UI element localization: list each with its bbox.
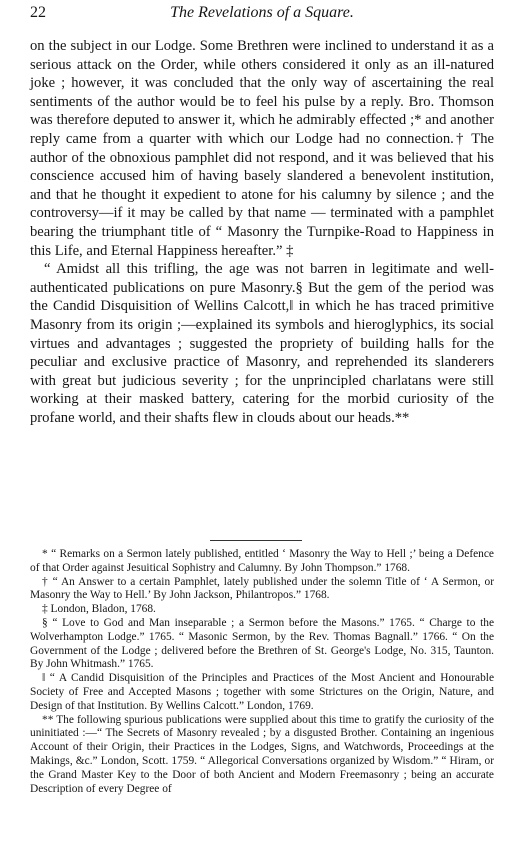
- running-title: The Revelations of a Square.: [170, 4, 354, 21]
- paragraph-quotation: “ Amidst all this trifling, the age was not barren in legitimate and well-authenticated publications on pure Masonry.§ But the gem of the period was the Candid Disquisition of Wellins Calcott,‖ in which he has traced primitive Masonry from its origin ;—explained its symbols and hieroglyphics, its social virtues and advantages ; suggested the propriety of building halls for the peculiar and exclusive practice of Masonry, and reprehended its slanderers with great but judicious severity ; for the unprincipled charlatans were still working at their masked battery, catering for the morbid curiosity of the profane world, and their shafts flew in clouds about our heads.**: [30, 261, 494, 426]
- footnote-separator: [210, 540, 302, 541]
- page-header: [30, 4, 494, 26]
- page-number: 22: [30, 4, 46, 21]
- footnote-double-dagger: ‡ London, Bladon, 1768.: [42, 603, 156, 616]
- footnotes: [30, 548, 494, 796]
- footnote-asterisk: * “ Remarks on a Sermon lately published, entitled ‘ Masonry the Way to Hell ;’ being a Defence of that Order against Jesuitical Sophistry and Calumny. By John Thompson.” 1768.: [30, 548, 494, 574]
- footnote-parallel: ‖ “ A Candid Disquisition of the Principles and Practices of the Most Ancient and Honourable Society of Free and Accepted Masons ; together with some Strictures on the Origin, Nature, and Design of that Institution. By Wellins Calcott.” London, 1769.: [30, 672, 494, 712]
- footnote-double-asterisk: ** The following spurious publications were supplied about this time to gratify the curiosity of the uninitiated :—“ The Secrets of Masonry revealed ; by a disgusted Brother. Containing an ingenious Account of their Origin, their Practices in the Lodges, Signs, and Watchwords, Proceedings at the Makings, &c.” London, Scott. 1759. “ Allegorical Conversations organized by Wisdom.” “ Hiram, or the Grand Master Key to the Door of both Ancient and Modern Freemasonry ; being an accurate Description of every Degree of: [30, 713, 494, 795]
- footnote-dagger: † “ An Answer to a certain Pamphlet, lately published under the solemn Title of ‘ A Sermon, or Masonry the Way to Hell.’ By John Jackson, Philantropos.” 1768.: [30, 575, 494, 602]
- main-text: [30, 37, 494, 427]
- footnote-section: § “ Love to God and Man inseparable ; a Sermon before the Masons.” 1765. “ Charge to the Wolverhampton Lodge.” 1765. “ Masonic Sermon, by the Rev. Thomas Bagnall.” 1766. “ On the Government of the Lodge ; delivered before the Brethren of St. George's Lodge, No. 315, Taunton. By John Whitmash.” 1765.: [30, 616, 494, 671]
- paragraph-continuation: on the subject in our Lodge. Some Brethren were inclined to understand it as a serious attack on the Order, while others considered it only as an ill-natured joke ; however, it was concluded that the only way of ascertaining the real sentiments of the author would be to feel his pulse by a reply. Bro. Thomson was therefore deputed to answer it, which he admirably effected ;* and another reply came from a quarter with which our Lodge had no connection.† The author of the obnoxious pamphlet did not respond, and it was believed that his conscience accused him of having basely slandered a benevolent institution, and that he thought it expedient to atone for his calumny by silence ; and the controversy—if it may be called by that name — terminated with a pamphlet bearing the triumphant title of “ Masonry the Turnpike-Road to Happiness in this Life, and Eternal Happiness hereafter.” ‡: [30, 38, 494, 259]
